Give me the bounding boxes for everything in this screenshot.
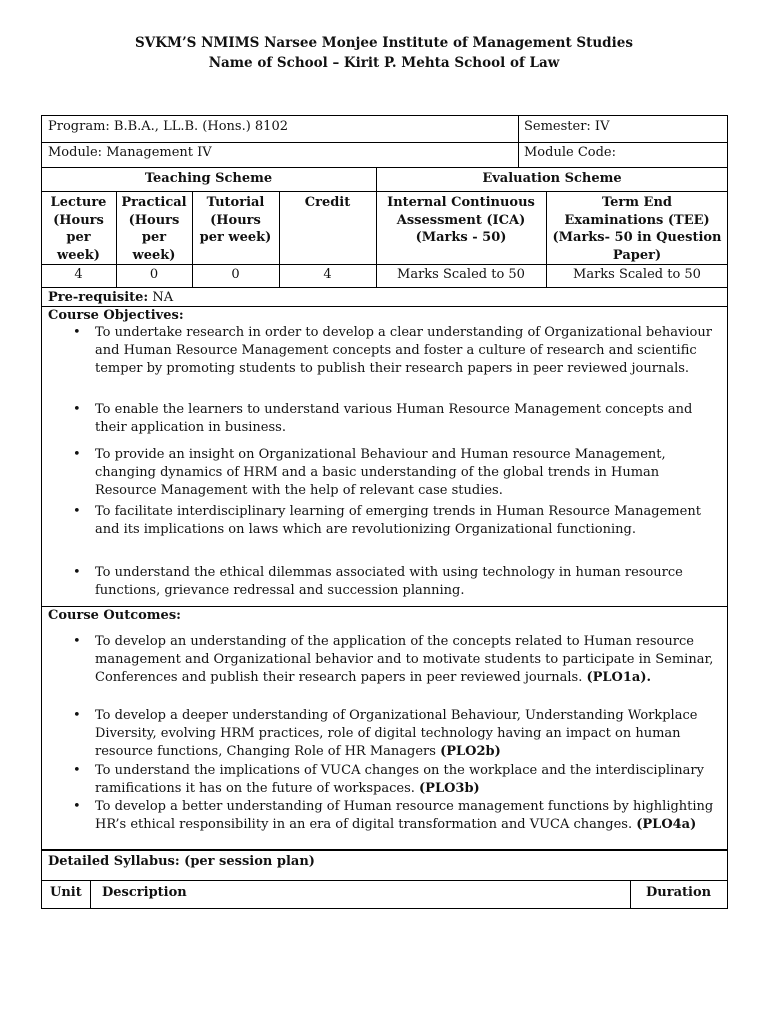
bullet-icon: • [73,708,81,723]
bullet-icon: • [73,763,81,778]
module-code-label: Module Code: [524,145,616,160]
module-label: Module: Management IV [48,145,212,160]
outcome-item [95,798,720,834]
semester-label: Semester: IV [524,119,610,134]
col-lecture: Lecture (Hours per week) [50,195,107,263]
val-credit: 4 [323,267,332,282]
objective-item: To undertake research in order to develop a clear understanding of Organizational behaviour and Human Resource Management concepts and foster a culture of research and scientific temper by promoting students to publish their research papers in peer reviewed journals. [95,325,712,376]
description-header: Description [102,885,187,900]
outcome-code: (PLO1a). [586,670,652,685]
col-ica: Internal Continuous Assessment (ICA) (Marks - 50) [387,195,535,245]
objective-item: To facilitate interdisciplinary learning of emerging trends in Human Resource Management and its implications on laws which are revolutionizing Organizational functioning. [95,504,701,537]
bullet-icon: • [73,565,81,580]
val-ica: Marks Scaled to 50 [397,267,525,282]
outcome-code: (PLO2b) [440,744,501,759]
outcome-text: To understand the implications of VUCA changes on the workplace and the interdisciplinary ramifications it has on the future of workspaces. [95,763,704,796]
bullet-icon: • [73,402,81,417]
institute-title: SVKM’S NMIMS Narsee Monjee Institute of Management Studies [135,35,633,51]
bullet-icon: • [73,447,81,462]
program-label: Program: B.B.A., LL.B. (Hons.) 8102 [48,119,288,134]
bullet-icon: • [73,325,81,340]
school-name: Name of School – Kirit P. Mehta School of Law [208,55,560,71]
col-tee: Term End Examinations (TEE) (Marks- 50 in Question Paper) [552,195,722,263]
bullet-icon: • [73,504,81,519]
outcome-item [95,762,720,798]
prerequisite-value: NA [152,290,174,305]
val-tutorial: 0 [231,267,240,282]
outcome-item [95,707,720,761]
prerequisite [48,289,173,307]
outcome-code: (PLO3b) [419,781,480,796]
outcome-text: To develop a better understanding of Human resource management functions by highlighting HR’s ethical responsibility in an era of digital transformation and VUCA changes. [95,799,714,832]
objective-item: To understand the ethical dilemmas associated with using technology in human resource functions, grievance redressal and succession planning. [95,565,683,598]
val-tee: Marks Scaled to 50 [573,267,701,282]
outcome-code: (PLO4a) [636,817,697,832]
col-credit: Credit [304,195,351,210]
outcome-text: To develop an understanding of the application of the concepts related to Human resource management and Organizational behavior and to motivate students to participate in Seminar, Conferences and publish their research papers in peer reviewed journals. [95,634,714,685]
bullet-icon: • [73,799,81,814]
col-practical: Practical (Hours per week) [121,195,187,263]
val-practical: 0 [149,267,159,282]
objectives-title: Course Objectives: [48,308,184,323]
outcome-item [95,633,720,687]
val-lecture: 4 [74,267,83,282]
unit-header: Unit [50,885,82,900]
col-tutorial: Tutorial (Hours per week) [199,195,272,245]
duration-header: Duration [646,885,712,900]
objective-item: To provide an insight on Organizational Behaviour and Human resource Management, changing dynamics of HRM and a basic understanding of the global trends in Human Resource Management with the help of relevant case studies. [95,447,666,498]
prerequisite-label: Pre-requisite: [48,290,149,305]
outcome-text: To develop a deeper understanding of Organizational Behaviour, Understanding Workplace Diversity, evolving HRM practices, role of digital technology having an impact on human resource functions, Changing Role of HR Managers [95,708,698,759]
outcomes-title: Course Outcomes: [48,608,181,623]
syllabus-title: Detailed Syllabus: (per session plan) [48,854,315,869]
evaluation-scheme-header: Evaluation Scheme [482,171,622,186]
bullet-icon: • [73,634,81,649]
teaching-scheme-header: Teaching Scheme [144,171,273,186]
objective-item: To enable the learners to understand various Human Resource Management concepts and their application in business. [95,402,693,435]
